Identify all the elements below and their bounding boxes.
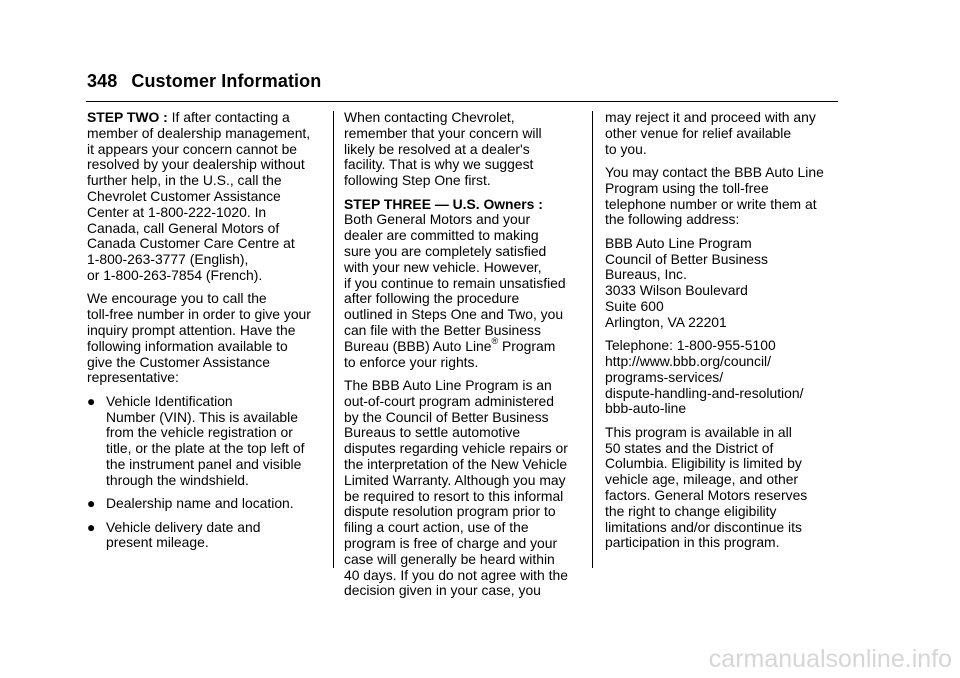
encourage-line: inquiry prompt attention. Have the: [87, 321, 296, 338]
rights-line: to enforce your rights.: [344, 353, 479, 370]
encourage-line: give the Customer Assistance: [87, 353, 270, 370]
availability-line: This program is available in all: [605, 423, 792, 440]
column-divider-2: [592, 111, 593, 568]
column-divider-1: [333, 111, 334, 568]
address-line: 3033 Wilson Boulevard: [605, 282, 748, 299]
reject-line: other venue for relief available: [605, 124, 792, 141]
bbb-line: disputes regarding vehicle repairs or: [344, 440, 568, 457]
page-title: Customer Information: [131, 71, 322, 91]
bureau-line: [344, 336, 580, 355]
address-line: Suite 600: [605, 297, 664, 314]
bullet-line: through the windshield.: [106, 471, 249, 488]
contact-paragraph: [344, 110, 580, 189]
bbb-contact-line: You may contact the BBB Auto Line: [605, 163, 824, 180]
address-line: Bureaus, Inc.: [605, 266, 687, 283]
step-two-line: Canada Customer Care Centre at: [87, 235, 295, 252]
bbb-line: Limited Warranty. Although you may: [344, 471, 566, 488]
encourage-line: representative:: [87, 369, 179, 386]
bullet-row: [87, 520, 323, 552]
step-three-line: with your new vehicle. However,: [344, 258, 542, 275]
step-two-line: or 1-800-263-7854 (French).: [87, 266, 263, 283]
step-two-line: it appears your concern cannot be: [87, 140, 298, 157]
bbb-line: Bureaus to settle automotive: [344, 424, 521, 441]
step-two-paragraph: [87, 110, 323, 284]
column-2: [344, 110, 580, 607]
reject-paragraph: [605, 110, 843, 157]
bullet-line: Number (VIN). This is available: [106, 408, 298, 425]
availability-line: 50 states and the District of: [605, 439, 774, 456]
web-url-line: http://www.bbb.org/council/: [605, 352, 772, 369]
column-3: [605, 110, 843, 559]
step-three-line: outlined in Steps One and Two, you: [344, 306, 564, 323]
bbb-contact-line: Program using the toll-free: [605, 179, 769, 196]
step-two-line: If after contacting a: [171, 109, 290, 125]
reject-line: to you.: [605, 140, 647, 157]
step-three-line: sure you are completely satisfied: [344, 242, 547, 259]
availability-line: participation in this program.: [605, 534, 780, 551]
watermark: carmanualsonline.info: [708, 645, 952, 673]
bullet-line: Vehicle Identification: [106, 392, 233, 409]
contact-line: remember that your concern will: [344, 124, 542, 141]
contact-line: likely be resolved at a dealer's: [344, 140, 530, 157]
encourage-paragraph: [87, 291, 323, 386]
step-two-line: 1-800-263-3777 (English),: [87, 251, 249, 268]
bullet-icon: ●: [87, 518, 96, 535]
step-three-line: Both General Motors and your: [344, 211, 531, 228]
web-url-line: bbb-auto-line: [605, 400, 687, 417]
address-line: BBB Auto Line Program: [605, 234, 752, 251]
bullet-row: [87, 394, 323, 489]
encourage-line: following information available to: [87, 337, 288, 354]
bullet-item-delivery: [87, 520, 323, 552]
step-three-label: STEP THREE — U.S. Owners :: [344, 195, 543, 212]
phone-line: Telephone: 1-800-955-5100: [605, 337, 776, 354]
bbb-contact-paragraph: [605, 165, 843, 228]
header-rule: [86, 101, 838, 102]
step-two-line: member of dealership management,: [87, 124, 311, 141]
encourage-line: toll-free number in order to give your: [87, 306, 311, 323]
bbb-line: be required to resort to this informal: [344, 487, 564, 504]
bbb-line: case will generally be heard within: [344, 550, 555, 567]
bullet-line: Vehicle delivery date and: [106, 518, 261, 535]
bullet-line: title, or the plate at the top left of: [106, 440, 305, 457]
bullet-line: from the vehicle registration or: [106, 424, 293, 441]
step-two-line: Canada, call General Motors of: [87, 219, 280, 236]
bullet-item-vin: [87, 394, 323, 489]
step-three-paragraph: [344, 197, 580, 371]
availability-line: Columbia. Eligibility is limited by: [605, 455, 802, 472]
reject-line: may reject it and proceed with any: [605, 109, 816, 125]
bullet-line: present mileage.: [106, 534, 209, 551]
bullet-line: Dealership name and location.: [106, 495, 294, 512]
availability-line: vehicle age, mileage, and other: [605, 471, 799, 488]
availability-line: factors. General Motors reserves: [605, 486, 808, 503]
bbb-line: filing a court action, use of the: [344, 519, 529, 536]
bbb-contact-line: telephone number or write them at: [605, 195, 817, 212]
web-url-line: programs-services/: [605, 368, 724, 385]
phone-web-block: [605, 338, 843, 417]
bbb-contact-line: the following address:: [605, 211, 740, 228]
step-three-line: dealer are committed to making: [344, 227, 539, 244]
bbb-line: by the Council of Better Business: [344, 408, 549, 425]
encourage-line: We encourage you to call the: [87, 290, 267, 307]
contact-line: facility. That is why we suggest: [344, 156, 534, 173]
page-header: [87, 71, 321, 92]
bullet-row: [87, 496, 323, 512]
bbb-paragraph: [344, 378, 580, 599]
step-two-first-line: [87, 110, 323, 126]
bbb-line: out-of-court program administered: [344, 392, 554, 409]
step-two-line: further help, in the U.S., call the: [87, 172, 282, 189]
bullet-item-dealership: [87, 496, 323, 512]
step-two-line: Chevrolet Customer Assistance: [87, 187, 281, 204]
address-line: Arlington, VA 22201: [605, 313, 727, 330]
bullet-line: the instrument panel and visible: [106, 455, 302, 472]
contact-line: When contacting Chevrolet,: [344, 109, 515, 125]
bullet-icon: ●: [87, 495, 96, 512]
bbb-line: the interpretation of the New Vehicle: [344, 455, 568, 472]
web-url-line: dispute-handling-and-resolution/: [605, 384, 804, 401]
registered-mark: ®: [491, 336, 499, 347]
step-two-line: Center at 1-800-222-1020. In: [87, 203, 267, 220]
bureau-pre: Bureau (BBB) Auto Line: [344, 337, 492, 354]
availability-line: the right to change eligibility: [605, 502, 777, 519]
address-block: [605, 236, 843, 331]
step-two-line: resolved by your dealership without: [87, 156, 305, 173]
bbb-line: dispute resolution program prior to: [344, 503, 556, 520]
bbb-line: The BBB Auto Line Program is an: [344, 376, 552, 393]
step-three-line: after following the procedure: [344, 290, 520, 307]
column-1: [87, 110, 323, 559]
bullet-icon: ●: [87, 392, 96, 409]
step-three-line: can file with the Better Business: [344, 321, 541, 338]
address-line: Council of Better Business: [605, 250, 768, 267]
availability-paragraph: [605, 425, 843, 551]
contact-line: following Step One first.: [344, 172, 491, 189]
availability-line: limitations and/or discontinue its: [605, 518, 802, 535]
bureau-post: Program: [498, 337, 556, 354]
bbb-line: 40 days. If you do not agree with the: [344, 566, 568, 583]
bbb-line: decision given in your case, you: [344, 582, 541, 599]
bbb-line: program is free of charge and your: [344, 534, 558, 551]
step-two-label: STEP TWO :: [87, 109, 168, 125]
page-number: 348: [87, 71, 118, 91]
step-three-line: if you continue to remain unsatisfied: [344, 274, 566, 291]
